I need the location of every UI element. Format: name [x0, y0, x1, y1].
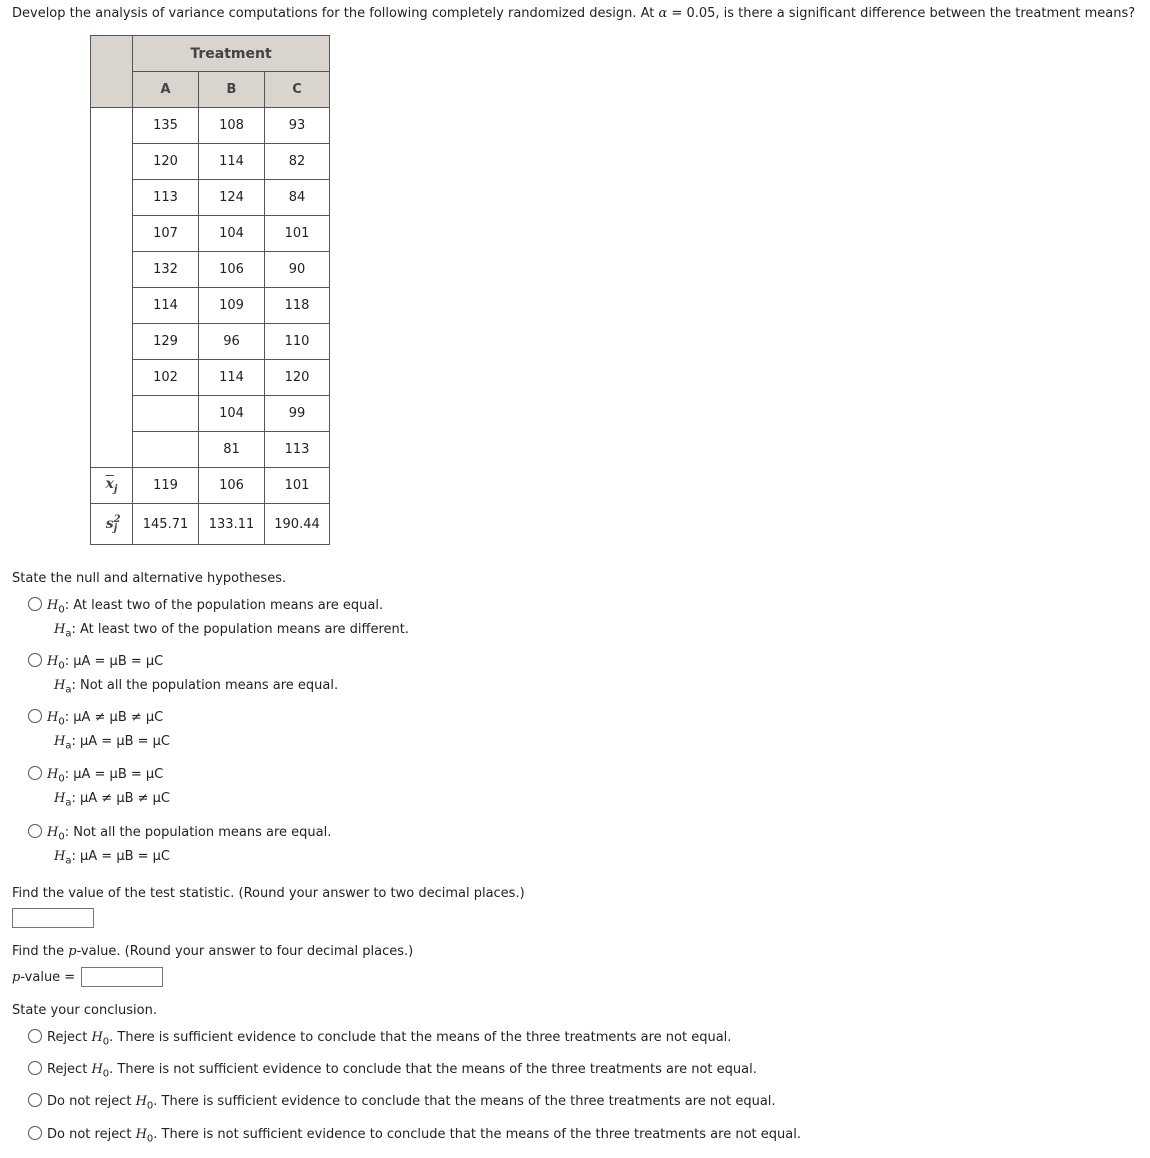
- radio-button[interactable]: [28, 1093, 42, 1107]
- column-header-c: C: [265, 72, 330, 108]
- table-cell: 132: [133, 252, 199, 288]
- table-cell: 104: [199, 216, 265, 252]
- radio-button[interactable]: [28, 824, 42, 838]
- radio-button[interactable]: [28, 709, 42, 723]
- null-hypothesis-text: : Not all the population means are equal.: [64, 825, 332, 840]
- table-cell: 124: [199, 180, 265, 216]
- row-label-cell: [91, 216, 133, 252]
- column-header-b: B: [199, 72, 265, 108]
- null-hypothesis-text: : At least two of the population means are equal.: [64, 598, 384, 613]
- test-statistic-prompt: Find the value of the test statistic. (Round your answer to two decimal places.): [12, 886, 525, 901]
- row-label-cell: [91, 432, 133, 468]
- table-cell: 129: [133, 324, 199, 360]
- conclusion-action: Reject: [47, 1030, 92, 1045]
- conclusion-option[interactable]: Do not reject $H_0$. There is not sufficient evidence to conclude that the means of the three treatments are not equal.: [28, 1126, 801, 1145]
- table-cell: 104: [199, 396, 265, 432]
- row-label-cell: [91, 180, 133, 216]
- p-value-input[interactable]: [81, 967, 163, 987]
- table-cell: 93: [265, 108, 330, 144]
- column-header-a: A: [133, 72, 199, 108]
- test-statistic-input[interactable]: [12, 908, 94, 928]
- question-suffix: = 0.05, is there a significant difference between the treatment means?: [667, 6, 1136, 21]
- alpha-symbol: α: [658, 6, 668, 21]
- table-cell: 102: [133, 360, 199, 396]
- conclusion-text: . There is sufficient evidence to conclude that the means of the three treatments are not equal.: [109, 1030, 732, 1045]
- table-cell: 135: [133, 108, 199, 144]
- question-text: [12, 6, 1135, 21]
- hypothesis-option[interactable]: $H_0$: Not all the population means are equal. $H_a$: μA = μB = μC: [28, 824, 331, 866]
- table-title: Treatment: [133, 36, 330, 72]
- table-cell: 114: [199, 144, 265, 180]
- question-prefix: Develop the analysis of variance computations for the following completely randomized design. At: [12, 6, 659, 21]
- variance-c: 190.44: [265, 504, 330, 545]
- row-label-cell: [91, 288, 133, 324]
- variance-a: 145.71: [133, 504, 199, 545]
- row-label-cell: [91, 324, 133, 360]
- table-cell: 120: [133, 144, 199, 180]
- variance-row-label: $s^2_j$: [91, 504, 133, 545]
- table-cell: 110: [265, 324, 330, 360]
- table-cell: 101: [265, 216, 330, 252]
- mean-c: 101: [265, 468, 330, 504]
- radio-button[interactable]: [28, 766, 42, 780]
- row-label-cell: [91, 108, 133, 144]
- mean-a: 119: [133, 468, 199, 504]
- table-cell: 114: [199, 360, 265, 396]
- table-cell: 96: [199, 324, 265, 360]
- row-label-cell: [91, 360, 133, 396]
- null-hypothesis-text: : μA = μB = μC: [64, 654, 164, 669]
- table-cell: 118: [265, 288, 330, 324]
- table-cell: 107: [133, 216, 199, 252]
- conclusion-text: . There is not sufficient evidence to conclude that the means of the three treatments are not equal.: [109, 1062, 757, 1077]
- p-value-prompt: Find the p-value. (Round your answer to four decimal places.): [12, 944, 414, 959]
- table-cell: 114: [133, 288, 199, 324]
- conclusion-text: . There is sufficient evidence to conclude that the means of the three treatments are not equal.: [153, 1094, 776, 1109]
- table-cell: 120: [265, 360, 330, 396]
- radio-button[interactable]: [28, 597, 42, 611]
- conclusion-prompt: State your conclusion.: [12, 1003, 157, 1018]
- null-hypothesis-text: : μA ≠ μB ≠ μC: [64, 710, 164, 725]
- hypothesis-option[interactable]: $H_0$: μA ≠ μB ≠ μC $H_a$: μA = μB = μC: [28, 709, 163, 751]
- p-value-label: p-value =: [12, 970, 76, 985]
- row-label-cell: [91, 144, 133, 180]
- table-cell: 113: [265, 432, 330, 468]
- table-cell: 106: [199, 252, 265, 288]
- mean-row-label: $\overline{x}_j$: [91, 468, 133, 504]
- radio-button[interactable]: [28, 653, 42, 667]
- table-cell: 90: [265, 252, 330, 288]
- conclusion-option[interactable]: Do not reject $H_0$. There is sufficient evidence to conclude that the means of the three treatments are not equal.: [28, 1093, 776, 1112]
- hypothesis-option[interactable]: $H_0$: μA = μB = μC $H_a$: μA ≠ μB ≠ μC: [28, 766, 163, 808]
- alt-hypothesis-text: : Not all the population means are equal.: [71, 677, 339, 693]
- table-cell: 82: [265, 144, 330, 180]
- variance-b: 133.11: [199, 504, 265, 545]
- table-cell: 109: [199, 288, 265, 324]
- conclusion-text: . There is not sufficient evidence to conclude that the means of the three treatments are not equal.: [153, 1127, 801, 1142]
- conclusion-action: Do not reject: [47, 1094, 136, 1109]
- radio-button[interactable]: [28, 1126, 42, 1140]
- null-hypothesis-text: : μA = μB = μC: [64, 767, 164, 782]
- table-cell: 99: [265, 396, 330, 432]
- table-cell: 113: [133, 180, 199, 216]
- hypothesis-option[interactable]: $H_0$: μA = μB = μC $H_a$: Not all the population means are equal.: [28, 653, 312, 695]
- row-label-cell: [91, 396, 133, 432]
- conclusion-action: Do not reject: [47, 1127, 136, 1142]
- treatment-table: [90, 35, 330, 545]
- hypotheses-prompt: State the null and alternative hypotheses.: [12, 571, 287, 586]
- table-cell: 108: [199, 108, 265, 144]
- alt-hypothesis-text: : μA = μB = μC: [71, 848, 171, 864]
- alt-hypothesis-text: : μA ≠ μB ≠ μC: [71, 790, 171, 806]
- conclusion-option[interactable]: Reject $H_0$. There is not sufficient evidence to conclude that the means of the three treatments are not equal.: [28, 1061, 757, 1080]
- table-cell: [133, 396, 199, 432]
- row-label-cell: [91, 252, 133, 288]
- table-cell: 81: [199, 432, 265, 468]
- mean-b: 106: [199, 468, 265, 504]
- hypothesis-option[interactable]: $H_0$: At least two of the population means are equal. $H_a$: At least two of the population means are different.: [28, 597, 383, 639]
- alt-hypothesis-text: : At least two of the population means are different.: [71, 621, 409, 637]
- alt-hypothesis-text: : μA = μB = μC: [71, 733, 171, 749]
- radio-button[interactable]: [28, 1029, 42, 1043]
- conclusion-option[interactable]: Reject $H_0$. There is sufficient evidence to conclude that the means of the three treatments are not equal.: [28, 1029, 731, 1048]
- table-cell: 84: [265, 180, 330, 216]
- table-cell: [133, 432, 199, 468]
- table-corner: [91, 36, 133, 108]
- radio-button[interactable]: [28, 1061, 42, 1075]
- conclusion-action: Reject: [47, 1062, 92, 1077]
